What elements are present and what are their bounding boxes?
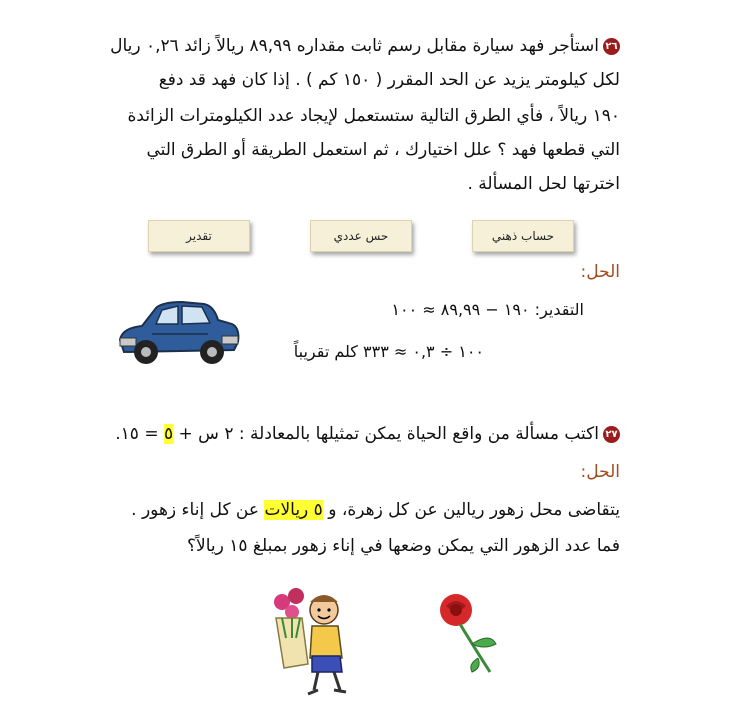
problem27-text-before: اكتب مسألة من واقع الحياة يمكن تمثيلها بالمعادلة : ٢ س +	[173, 424, 599, 444]
problem26-line4: التي قطعها فهد ؟ علل اختيارك ، ثم استعمل الطريقة أو الطرق التي	[146, 140, 620, 160]
division-calculation: ١٠٠ ÷ ٠,٣ ≈ ٣٣٣ كلم تقريباً	[293, 342, 484, 361]
person-with-flowers-illustration	[262, 588, 358, 696]
problem26-line3: ١٩٠ ريالاً ، فأي الطرق التالية ستستعمل لإيجاد عدد الكيلومترات الزائدة	[127, 106, 620, 126]
answer-text-before: يتقاضى محل زهور ريالين عن كل زهرة، و	[322, 500, 620, 520]
rose-illustration	[432, 588, 504, 678]
problem26-line2: لكل كيلومتر يزيد عن الحد المقرر ( ١٥٠ كم ) . إذا كان فهد قد دفع	[158, 70, 620, 90]
problem26-solution-label: الحل:	[580, 262, 620, 282]
method-mental-math-button[interactable]: حساب ذهني	[472, 220, 574, 252]
problem26-text-line1: استأجر فهد سيارة مقابل رسم ثابت مقداره ٨٩,٩٩ ريالاً زائد ٠,٢٦ ريال	[110, 36, 599, 56]
problem26-number-badge: ٢٦	[603, 38, 620, 55]
estimation-calculation: التقدير: ١٩٠ − ٨٩,٩٩ ≈ ١٠٠	[391, 300, 584, 319]
problem27-solution-label: الحل:	[580, 462, 620, 482]
answer-text-after: عن كل إناء زهور .	[131, 500, 265, 520]
problem27-answer-line2: فما عدد الزهور التي يمكن وضعها في إناء زهور بمبلغ ١٥ ريالاً؟	[187, 536, 620, 556]
equation-constant-highlight: ٥	[163, 424, 174, 444]
problem26-line1	[110, 36, 620, 56]
problem27-text-after: = ١٥.	[115, 424, 164, 444]
problem27-number-badge: ٢٧	[603, 426, 620, 443]
method-number-sense-button[interactable]: حس عددي	[310, 220, 412, 252]
answer-highlight: ٥ ريالات	[264, 500, 323, 520]
problem27-line	[115, 424, 620, 444]
car-illustration	[112, 290, 242, 374]
method-estimation-button[interactable]: تقدير	[148, 220, 250, 252]
problem26-line5: اخترتها لحل المسألة .	[467, 174, 620, 194]
problem27-answer-line1	[131, 500, 620, 520]
